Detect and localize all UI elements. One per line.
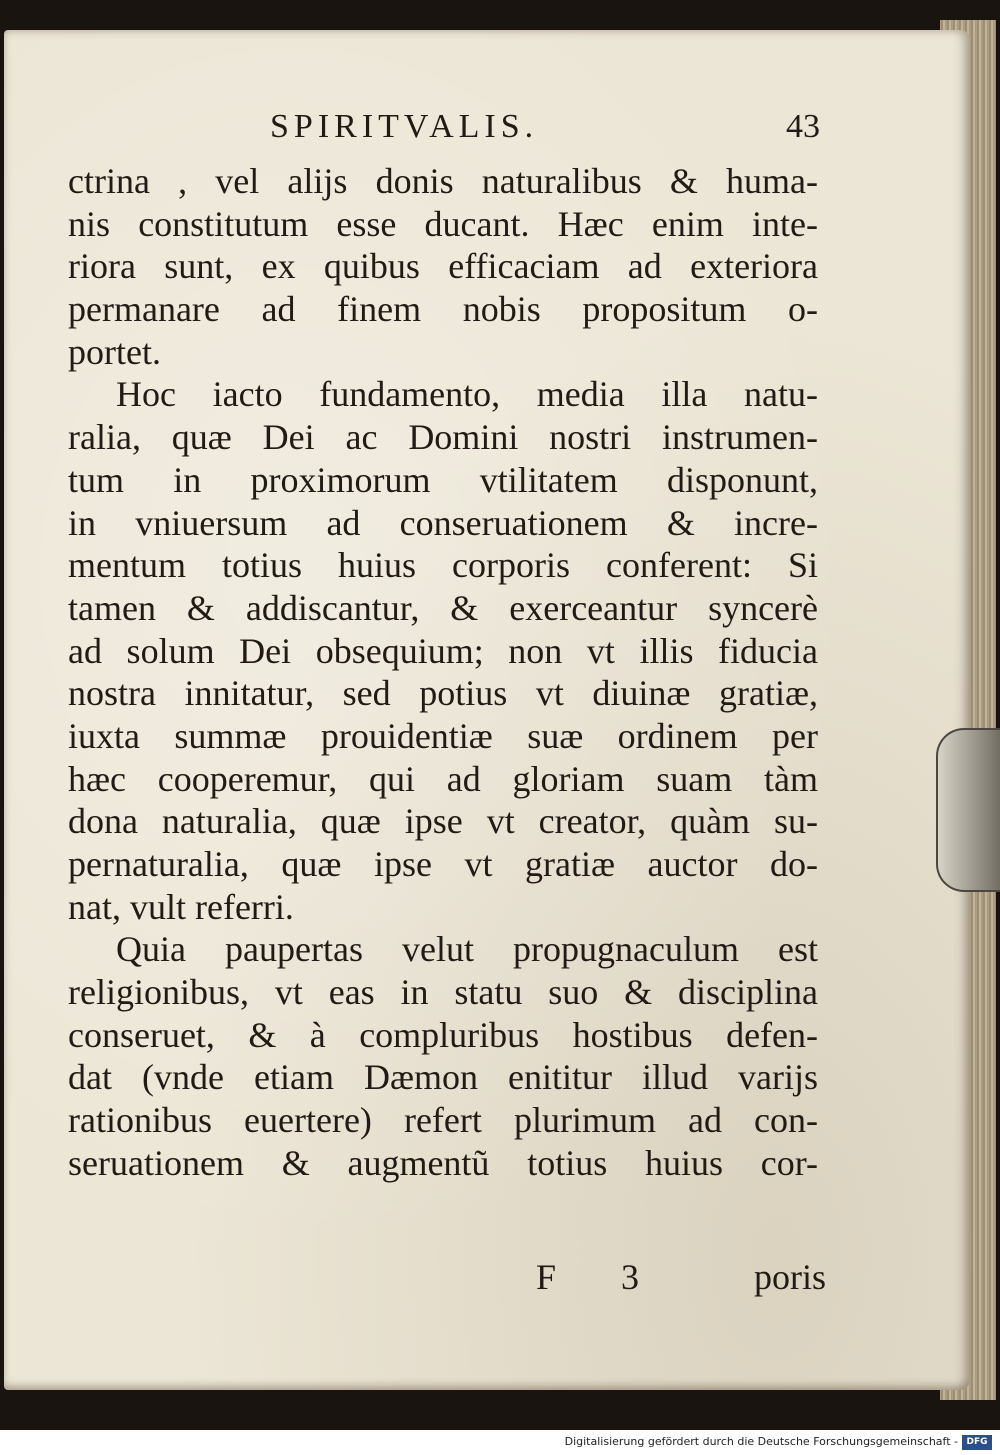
text-line: permanare ad finem nobis propositum o-	[68, 289, 818, 330]
text-line: ctrina , vel alijs donis naturalibus & huma-	[68, 161, 818, 201]
text-line: nis constitutum esse ducant. Hæc enim inte-	[68, 203, 818, 244]
text-block	[68, 160, 818, 1185]
running-head: SPIRITVALIS.	[270, 108, 539, 145]
text-line: pernaturalia, quæ ipse vt gratiæ auctor do-	[68, 844, 818, 884]
dfg-logo[interactable]: DFG	[962, 1435, 992, 1450]
text-line: hæc cooperemur, qui ad gloriam suam tàm	[68, 758, 818, 799]
text-line: nostra innitatur, sed potius vt diuinæ gratiæ,	[68, 673, 818, 714]
text-line: riora sunt, ex quibus efficaciam ad exteriora	[68, 246, 818, 287]
page-header	[240, 108, 820, 152]
text-line: nat, vult referri.	[68, 886, 294, 927]
text-line: tum in proximorum vtilitatem disponunt,	[68, 459, 818, 500]
signature-mark: F 3	[536, 1257, 668, 1297]
text-line: religionibus, vt eas in statu suo & disciplina	[68, 972, 818, 1013]
credit-bar	[0, 1430, 1000, 1455]
text-line: rationibus euertere) refert plurimum ad con-	[68, 1100, 818, 1141]
text-line: in vniuersum ad conseruationem & incre-	[68, 502, 818, 543]
text-line: dat (vnde etiam Dæmon enititur illud varijs	[68, 1057, 818, 1098]
text-line: seruationem & augmentũ totius huius cor-	[68, 1142, 818, 1183]
text-line: mentum totius huius corporis conferent: Si	[68, 545, 818, 586]
text-line: ralia, quæ Dei ac Domini nostri instrumen-	[68, 417, 818, 458]
text-line: conseruet, & à compluribus hostibus defen-	[68, 1014, 818, 1055]
text-line: tamen & addiscantur, & exerceantur syncerè	[68, 587, 818, 628]
text-line: ad solum Dei obsequium; non vt illis fiducia	[68, 630, 818, 671]
text-line: Hoc iacto fundamento, media illa natu-	[116, 374, 818, 415]
page-footer	[536, 1256, 826, 1300]
text-line: dona naturalia, quæ ipse vt creator, quàm su-	[68, 801, 818, 842]
catchword: poris	[754, 1257, 826, 1297]
funding-credit: Digitalisierung gefördert durch die Deutsche Forschungsgemeinschaft -	[564, 1435, 958, 1448]
text-line: portet.	[68, 331, 161, 372]
book-clasp	[936, 728, 1000, 892]
text-line: iuxta summæ prouidentiæ suæ ordinem per	[68, 715, 818, 756]
page-number: 43	[786, 108, 820, 145]
text-line: Quia paupertas velut propugnaculum est	[116, 929, 818, 970]
